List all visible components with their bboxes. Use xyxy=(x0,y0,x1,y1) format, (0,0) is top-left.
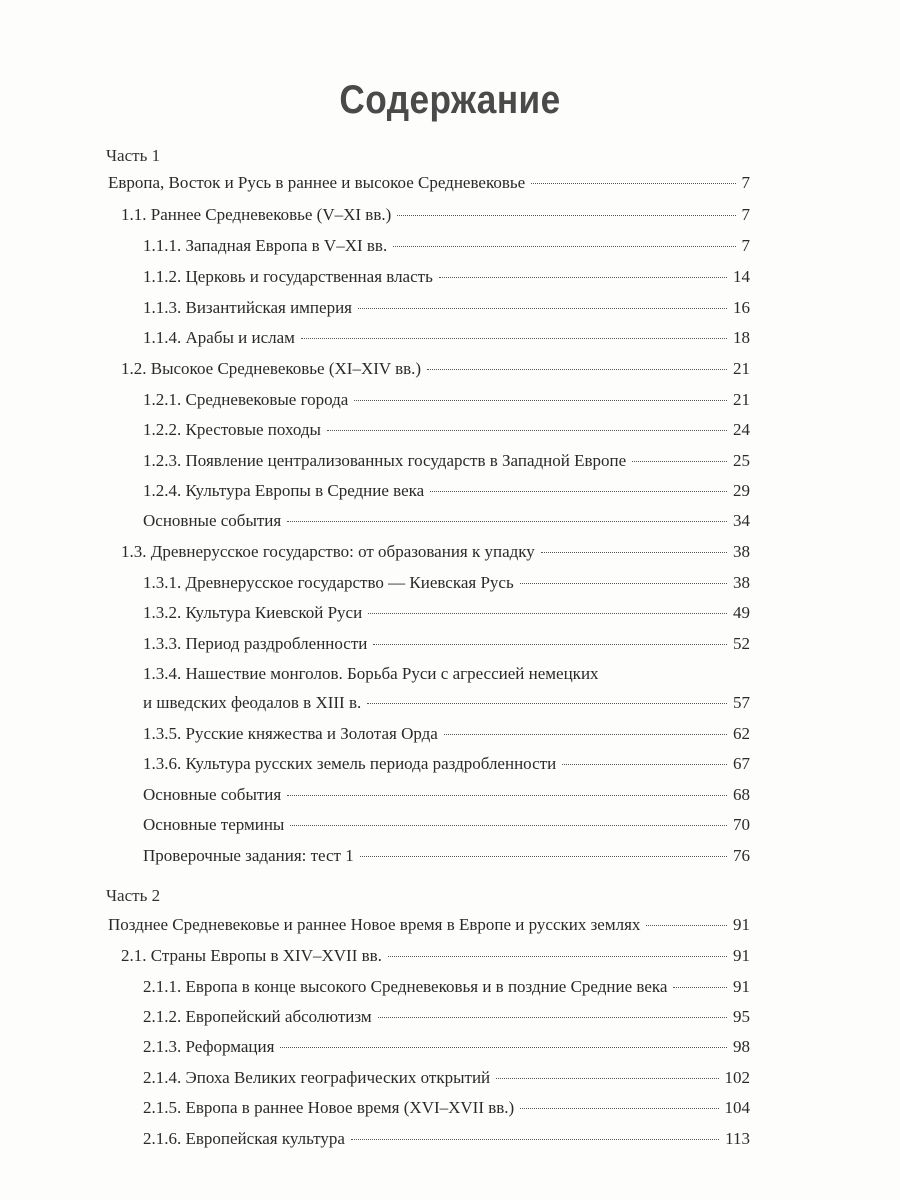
toc-entry: 2.1.5. Европа в раннее Новое время (XVI–XVII вв.) 104 xyxy=(143,1098,750,1117)
toc-entry: 2.1.1. Европа в конце высокого Средневековья и в поздние Средние века 91 xyxy=(143,977,750,996)
toc-entry: 1.2.2. Крестовые походы 24 xyxy=(143,420,750,439)
page-title: Содержание xyxy=(339,78,561,122)
toc-entry-part1-heading: Европа, Восток и Русь в раннее и высокое Средневековье 7 xyxy=(108,173,750,192)
toc-entry: 2.1.4. Эпоха Великих географических открытий 102 xyxy=(143,1068,750,1087)
toc-entry: 2.1.3. Реформация 98 xyxy=(143,1037,750,1056)
toc-entry: и шведских феодалов в XIII в. 57 xyxy=(143,693,750,712)
toc-entry-line: 1.3.4. Нашествие монголов. Борьба Руси с агрессией немецких xyxy=(143,664,599,683)
toc-entry: 1.2.4. Культура Европы в Средние века 29 xyxy=(143,481,750,500)
toc-entry: 1.3. Древнерусское государство: от образования к упадку 38 xyxy=(121,542,750,561)
toc-entry: 1.1. Раннее Средневековье (V–XI вв.) 7 xyxy=(121,205,750,224)
toc-entry: 2.1.6. Европейская культура 113 xyxy=(143,1129,750,1148)
part-2-label: Часть 2 xyxy=(106,886,161,905)
toc-entry: 1.1.3. Византийская империя 16 xyxy=(143,298,750,317)
toc-entry: 1.3.2. Культура Киевской Руси 49 xyxy=(143,603,750,622)
toc-entry: Основные события 68 xyxy=(143,785,750,804)
toc-entry: 1.3.1. Древнерусское государство — Киевская Русь 38 xyxy=(143,573,750,592)
toc-entry: 1.2.1. Средневековые города 21 xyxy=(143,390,750,409)
toc-entry: 1.3.3. Период раздробленности 52 xyxy=(143,634,750,653)
part-1-label: Часть 1 xyxy=(106,146,161,165)
toc-entry: 1.1.2. Церковь и государственная власть 14 xyxy=(143,267,750,286)
toc-entry-part2-heading: Позднее Средневековье и раннее Новое время в Европе и русских землях 91 xyxy=(108,915,750,934)
toc-entry: 1.2. Высокое Средневековье (XI–XIV вв.) 21 xyxy=(121,359,750,378)
toc-entry: 1.3.6. Культура русских земель периода раздробленности 67 xyxy=(143,754,750,773)
toc-entry: 2.1. Страны Европы в XIV–XVII вв. 91 xyxy=(121,946,750,965)
toc-entry: Основные термины 70 xyxy=(143,815,750,834)
toc-entry: 1.2.3. Появление централизованных государств в Западной Европе 25 xyxy=(143,451,750,470)
toc-entry: 1.1.4. Арабы и ислам 18 xyxy=(143,328,750,347)
toc-entry: 2.1.2. Европейский абсолютизм 95 xyxy=(143,1007,750,1026)
toc-entry: 1.3.5. Русские княжества и Золотая Орда 62 xyxy=(143,724,750,743)
toc-entry: Проверочные задания: тест 1 76 xyxy=(143,846,750,865)
toc-entry: 1.1.1. Западная Европа в V–XI вв. 7 xyxy=(143,236,750,255)
toc-entry: Основные события 34 xyxy=(143,511,750,530)
